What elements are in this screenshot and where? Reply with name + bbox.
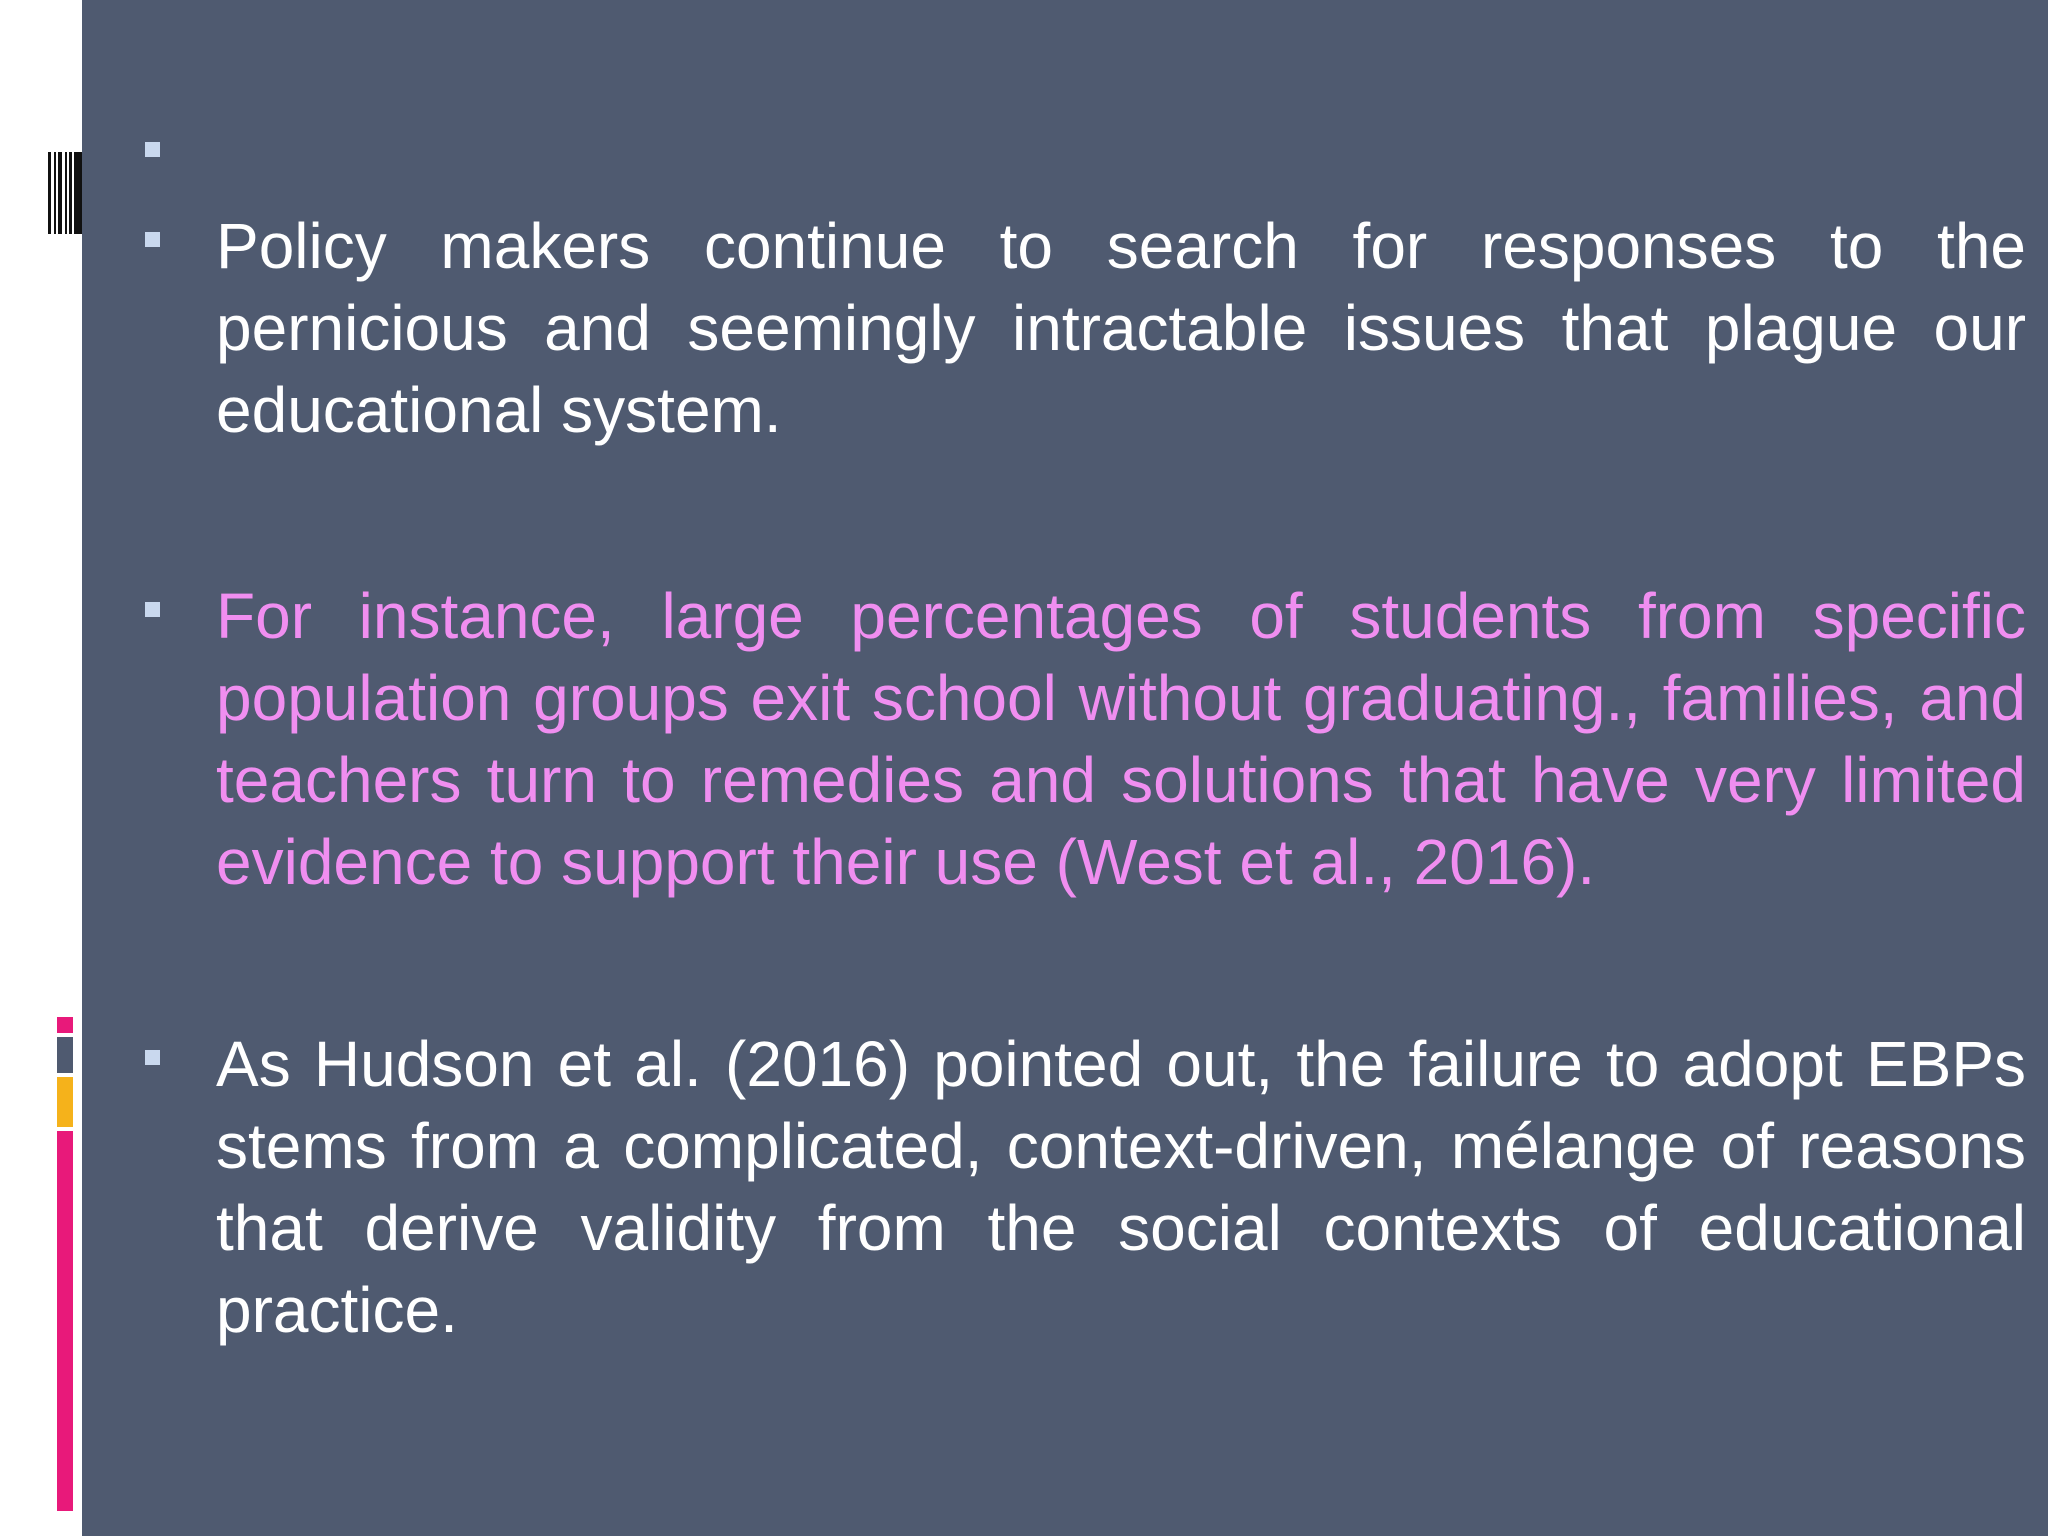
bullet-marker-icon	[145, 1050, 160, 1065]
content-panel	[82, 0, 2048, 1536]
bullet-text: Policy makers continue to search for responses to the pernicious and seemingly intractable issues that plague our educational system.	[216, 210, 2026, 446]
accent-bar-pink-long	[57, 1131, 73, 1511]
accent-bar-slate	[57, 1037, 73, 1073]
bullet-marker-icon	[145, 232, 160, 247]
bullet-marker-icon	[145, 142, 160, 157]
barcode-decoration	[48, 152, 82, 234]
bullet-text-highlight: For instance, large percentages of students from specific population groups exit school without graduating., families, and teachers turn to remedies and solutions that have very limited evidence to support their use (West et al., 2016).	[216, 580, 2026, 898]
accent-bar-yellow	[57, 1077, 73, 1127]
bullet-marker-icon	[145, 602, 160, 617]
accent-bar-pink-top	[57, 1017, 73, 1033]
bullet-text: As Hudson et al. (2016) pointed out, the failure to adopt EBPs stems from a complicated, context-driven, mélange of reasons that derive validity from the social contexts of educational practice.	[216, 1028, 2026, 1346]
